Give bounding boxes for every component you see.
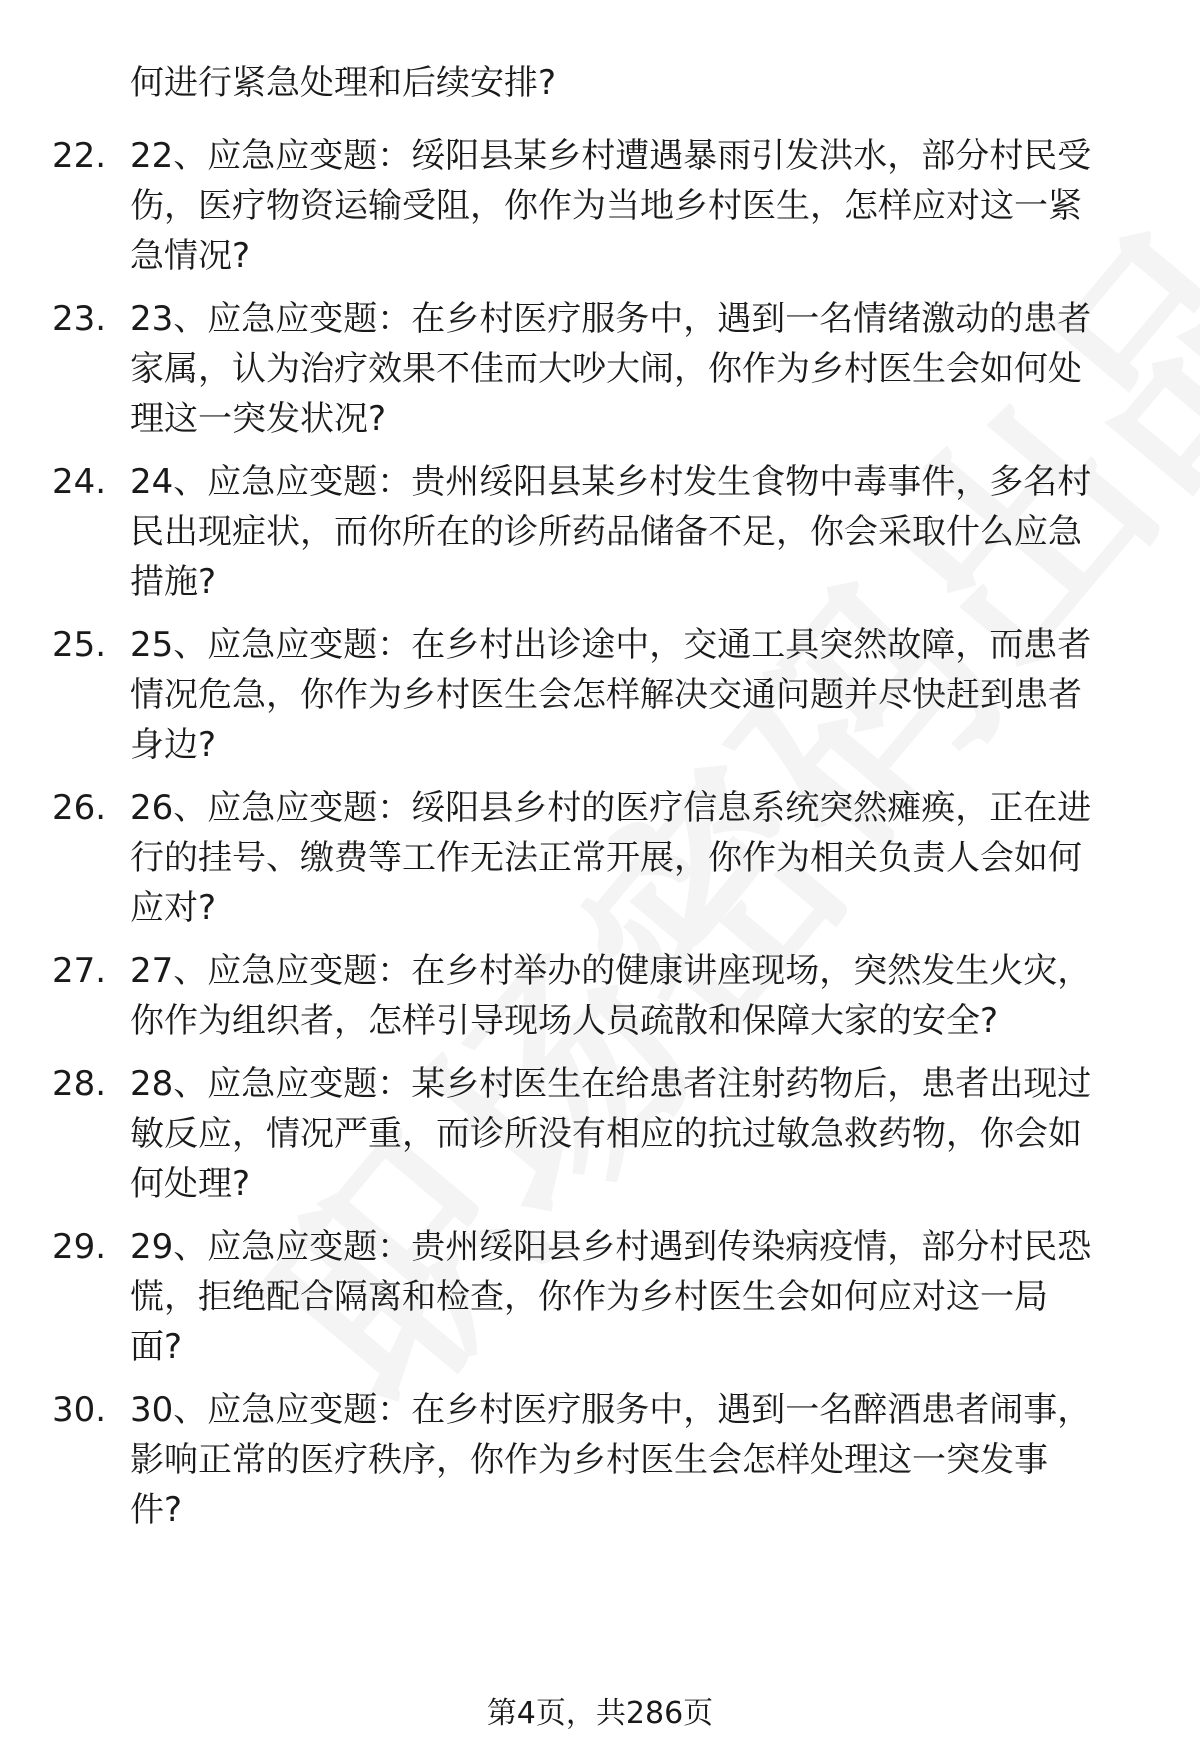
- item-text: [130, 294, 1150, 444]
- continued-text: 何进行紧急处理和后续安排?: [130, 63, 557, 103]
- text-line: 26、应急应变题：绥阳县乡村的医疗信息系统突然瘫痪，正在进: [130, 788, 1092, 828]
- text-line: 28、应急应变题：某乡村医生在给患者注射药物后，患者出现过: [130, 1064, 1092, 1104]
- text-line: 敏反应，情况严重，而诊所没有相应的抗过敏急救药物，你会如: [130, 1114, 1082, 1154]
- item-text: [130, 1222, 1150, 1372]
- item-number: 27.: [52, 951, 107, 991]
- text-line: 29、应急应变题：贵州绥阳县乡村遇到传染病疫情，部分村民恐: [130, 1227, 1092, 1267]
- item-text: [130, 1385, 1150, 1535]
- item-number: 22.: [52, 136, 107, 176]
- text-line: 身边?: [130, 725, 217, 765]
- text-line: 面?: [130, 1327, 183, 1367]
- page-indicator: 第4页，共286页: [486, 1696, 714, 1731]
- text-line: 何处理?: [130, 1164, 251, 1204]
- text-line: 30、应急应变题：在乡村医疗服务中，遇到一名醉酒患者闹事，: [130, 1390, 1092, 1430]
- text-line: 23、应急应变题：在乡村医疗服务中，遇到一名情绪激动的患者: [130, 299, 1092, 339]
- text-line: 27、应急应变题：在乡村举办的健康讲座现场，突然发生火灾，: [130, 951, 1092, 991]
- text-line: 措施?: [130, 562, 217, 602]
- item-text: [130, 131, 1150, 281]
- text-line: 影响正常的医疗秩序，你作为乡村医生会怎样处理这一突发事: [130, 1440, 1048, 1480]
- item-text: [130, 783, 1150, 933]
- item-number: 26.: [52, 788, 107, 828]
- item-number: 24.: [52, 462, 107, 502]
- text-line: 25、应急应变题：在乡村出诊途中，交通工具突然故障，而患者: [130, 625, 1092, 665]
- text-line: 家属，认为治疗效果不佳而大吵大闹，你作为乡村医生会如何处: [130, 349, 1082, 389]
- item-number: 30.: [52, 1390, 107, 1430]
- text-line: 慌，拒绝配合隔离和检查，你作为乡村医生会如何应对这一局: [130, 1277, 1048, 1317]
- text-line: 理这一突发状况?: [130, 399, 387, 439]
- text-line: 情况危急，你作为乡村医生会怎样解决交通问题并尽快赶到患者: [130, 675, 1082, 715]
- text-line: 24、应急应变题：贵州绥阳县某乡村发生食物中毒事件，多名村: [130, 462, 1092, 502]
- text-line: 行的挂号、缴费等工作无法正常开展，你作为相关负责人会如何: [130, 838, 1082, 878]
- text-line: 急情况?: [130, 236, 251, 276]
- item-number: 23.: [52, 299, 107, 339]
- item-text: [130, 1059, 1150, 1209]
- item-text: [130, 620, 1150, 770]
- item-text: [130, 457, 1150, 607]
- item-text: [130, 946, 1150, 1046]
- text-line: 伤，医疗物资运输受阻，你作为当地乡村医生，怎样应对这一紧: [130, 186, 1082, 226]
- text-line: 22、应急应变题：绥阳县某乡村遭遇暴雨引发洪水，部分村民受: [130, 136, 1092, 176]
- text-line: 你作为组织者，怎样引导现场人员疏散和保障大家的安全?: [130, 1001, 999, 1041]
- text-line: 应对?: [130, 888, 217, 928]
- text-line: 件?: [130, 1490, 183, 1530]
- item-number: 29.: [52, 1227, 107, 1267]
- text-line: 民出现症状，而你所在的诊所药品储备不足，你会采取什么应急: [130, 512, 1082, 552]
- item-number: 25.: [52, 625, 107, 665]
- item-number: 28.: [52, 1064, 107, 1104]
